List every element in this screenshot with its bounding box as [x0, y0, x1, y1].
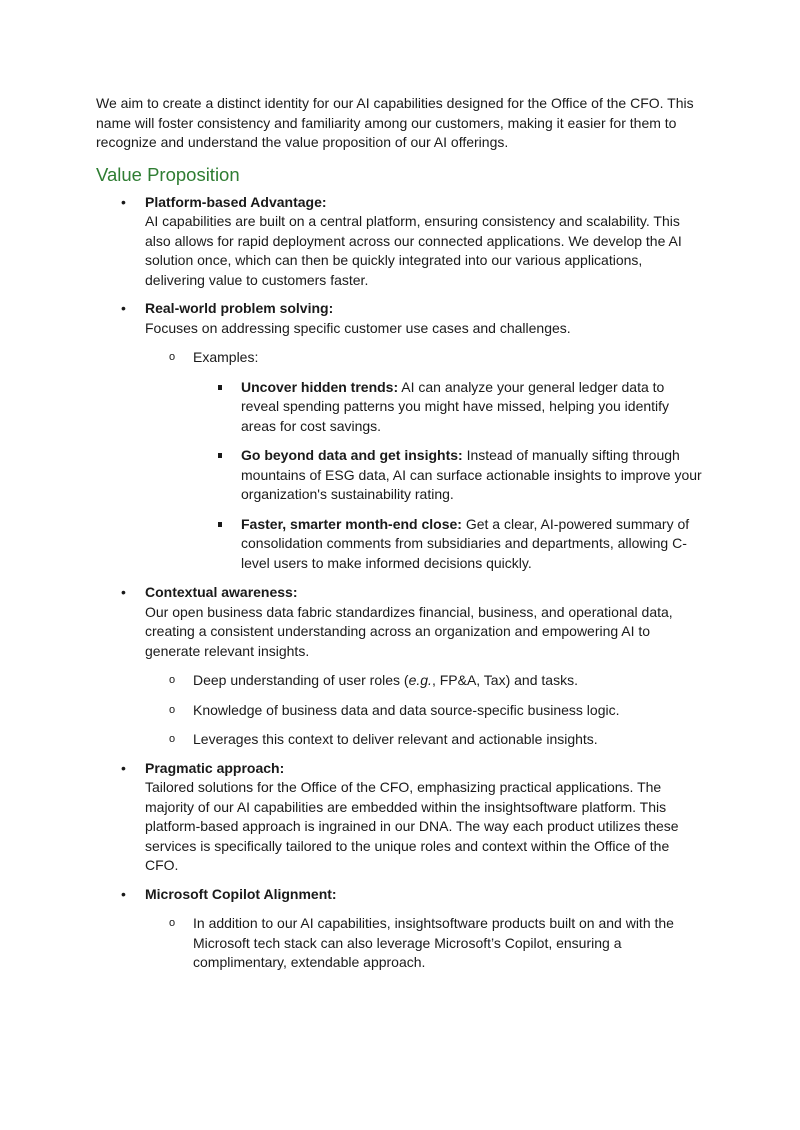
example-text: Instead of manually sifting through mountains of ESG data, AI can surface actionable insights to improve your organization's sustainability rating.: [241, 447, 702, 502]
bullet-icon: •: [121, 885, 126, 902]
example-title: Faster, smarter month-end close:: [241, 515, 462, 532]
example-title: Uncover hidden trends:: [241, 378, 399, 395]
sub-item-label: Examples:: [193, 349, 259, 365]
item-body: Our open business data fabric standardizes financial, business, and operational data, creating a consistent understanding across an organization and empowering AI to generate relevant insights.: [145, 603, 673, 659]
item-title: Pragmatic approach:: [145, 759, 285, 776]
item-title: Microsoft Copilot Alignment:: [145, 885, 337, 902]
circle-bullet-icon: o: [169, 351, 176, 363]
value-list: [96, 193, 706, 973]
example-item: [193, 446, 706, 505]
sub-item: [145, 671, 706, 691]
circle-bullet-icon: o: [169, 917, 176, 929]
sub-list: [145, 914, 706, 973]
square-bullet-icon: [218, 453, 222, 458]
sub-item-text: In addition to our AI capabilities, insightsoftware products built on and with the Microsoft tech stack can also leverage Microsoft’s Copilot, ensuring a complimentary, extendable approach.: [193, 915, 674, 970]
sub-item: [145, 914, 706, 973]
examples-list: [193, 378, 706, 574]
example-text: AI can analyze your general ledger data to reveal spending patterns you might have missed, helping you identify areas for cost savings.: [241, 378, 670, 434]
example-title: Go beyond data and get insights:: [241, 447, 463, 463]
item-body: AI capabilities are built on a central platform, ensuring consistency and scalability. This also allows for rapid deployment across our connected applications. We develop the AI solution once, which can then be quickly integrated into our various applications, delivering value to customers faster.: [145, 213, 682, 288]
sub-list: [145, 348, 706, 573]
sub-item-text: Leverages this context to deliver relevant and actionable insights.: [193, 731, 598, 747]
list-item: [96, 583, 706, 750]
bullet-icon: •: [121, 759, 126, 776]
item-title: Platform-based Advantage:: [145, 193, 327, 210]
section-heading: Value Proposition: [96, 163, 240, 185]
sub-list: [145, 671, 706, 750]
circle-bullet-icon: o: [169, 733, 176, 745]
intro-paragraph: We aim to create a distinct identity for our AI capabilities designed for the Office of the CFO. This name will foster consistency and familiarity among our customers, making it easier for them to recognize and understand the value proposition of our AI offerings.: [96, 95, 694, 150]
square-bullet-icon: [218, 522, 222, 527]
sub-item: [145, 348, 706, 573]
circle-bullet-icon: o: [169, 674, 176, 686]
sub-item-pre: Deep understanding of user roles (: [193, 672, 409, 688]
list-item: [96, 299, 706, 573]
circle-bullet-icon: o: [169, 703, 176, 716]
item-body: Tailored solutions for the Office of the CFO, emphasizing practical applications. The majority of our AI capabilities are embedded within the insightsoftware platform. This platform-based approach is ingrained in our DNA. The way each product utilizes these services is specifically tailored to the unique roles and context within the Office of the CFO.: [145, 779, 679, 873]
sub-item: [145, 701, 706, 721]
square-bullet-icon: [218, 385, 222, 390]
bullet-icon: •: [121, 584, 126, 600]
example-item: [193, 378, 706, 437]
item-body: Focuses on addressing specific customer use cases and challenges.: [145, 319, 571, 336]
list-item: [96, 885, 706, 973]
item-title: Contextual awareness:: [145, 584, 298, 600]
example-item: [193, 515, 706, 574]
sub-item-em: e.g.: [408, 672, 432, 688]
document-page: [96, 94, 706, 983]
bullet-icon: •: [121, 300, 126, 316]
list-item: [96, 193, 706, 291]
example-text: Get a clear, AI-powered summary of consolidation comments from subsidiaries and departments, allowing C-level users to make informed decisions quickly.: [241, 515, 690, 571]
bullet-icon: •: [121, 193, 126, 210]
list-item: [96, 759, 706, 876]
sub-item-text: Knowledge of business data and data source-specific business logic.: [193, 701, 620, 718]
item-title: Real-world problem solving:: [145, 300, 334, 316]
sub-item-post: , FP&A, Tax) and tasks.: [431, 672, 578, 688]
sub-item: [145, 730, 706, 750]
